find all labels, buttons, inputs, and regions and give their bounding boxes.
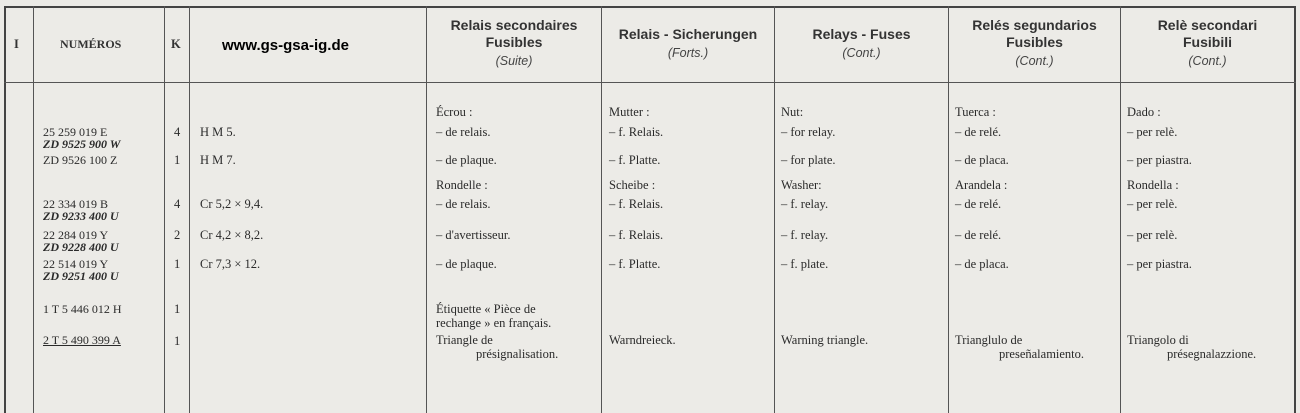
header-it [1121,17,1294,70]
row0-fr: Écrou : [436,105,473,119]
row1-de: – f. Relais. [609,125,664,139]
header-es-title2: Fusibles [1006,34,1063,50]
row3-fr: Rondelle : [436,178,488,192]
row4-de: – f. Relais. [609,197,664,211]
col-divider [164,6,165,413]
row3-es: Arandela : [955,178,1008,192]
row8-it2: présegnalazzione. [1167,347,1257,361]
row4-en: – f. relay. [781,197,829,211]
row2-en: – for plate. [781,153,836,167]
row8-num1: 2 T 5 490 399 A [43,333,121,347]
row2-desc: H M 7. [200,153,236,167]
row7-fr1: Étiquette « Pièce de [436,302,536,316]
col-divider [601,6,602,413]
row6-num1: 22 514 019 Y [43,257,109,271]
row5-k: 2 [174,228,181,242]
row5-de: – f. Relais. [609,228,664,242]
row4-fr: – de relais. [436,197,491,211]
row2-num1: ZD 9526 100 Z [43,153,118,167]
header-de-title: Relais - Sicherungen [618,26,758,42]
col-divider [33,6,34,413]
row3-en: Washer: [781,178,822,192]
header-en [775,26,948,62]
row0-es: Tuerca : [955,105,996,119]
row8-en: Warning triangle. [781,333,869,347]
header-de-sub: (Forts.) [667,46,709,60]
row8-fr2: présignalisation. [476,347,559,361]
row0-en: Nut: [781,105,804,119]
row5-desc: Cr 4,2 × 8,2. [200,228,264,242]
row8-it1: Triangolo di [1127,333,1189,347]
row1-num1: 25 259 019 E [43,125,108,139]
row7-k: 1 [174,302,181,316]
header-en-title: Relays - Fuses [812,26,911,42]
row5-en: – f. relay. [781,228,829,242]
header-fr-title1: Relais secondaires [450,17,578,33]
row3-de: Scheibe : [609,178,656,192]
row0-it: Dado : [1127,105,1161,119]
row1-fr: – de relais. [436,125,491,139]
row3-it: Rondella : [1127,178,1179,192]
header-es-sub: (Cont.) [1015,54,1054,68]
row8-k: 1 [174,334,181,348]
row6-en: – f. plate. [781,257,829,271]
row1-desc: H M 5. [200,125,236,139]
header-it-sub: (Cont.) [1188,54,1227,68]
header-col-i: I [14,37,19,51]
row2-k: 1 [174,153,181,167]
row4-desc: Cr 5,2 × 9,4. [200,197,264,211]
row2-es: – de placa. [955,153,1009,167]
row6-de: – f. Platte. [609,257,661,271]
row7-fr2: rechange » en français. [436,316,552,330]
row6-num2: ZD 9251 400 U [43,269,119,283]
row2-de: – f. Platte. [609,153,661,167]
header-de [602,26,774,62]
row4-k: 4 [174,197,181,211]
watermark-url: www.gs-gsa-ig.de [222,37,349,54]
row4-num2: ZD 9233 400 U [43,209,119,223]
row1-k: 4 [174,125,181,139]
row8-es1: Trianglulo de [955,333,1023,347]
frame-right-border [1294,6,1296,413]
row6-k: 1 [174,257,181,271]
row6-it: – per piastra. [1127,257,1192,271]
col-divider [189,6,190,413]
col-divider [774,6,775,413]
row8-es2: preseñalamiento. [999,347,1085,361]
row8-de: Warndreieck. [609,333,676,347]
header-fr [427,17,601,70]
row5-num2: ZD 9228 400 U [43,240,119,254]
row1-it: – per relè. [1127,125,1178,139]
row2-it: – per piastra. [1127,153,1192,167]
row2-fr: – de plaque. [436,153,497,167]
row0-de: Mutter : [609,105,650,119]
header-col-numeros: NUMÉROS [60,37,122,51]
row4-es: – de relé. [955,197,1002,211]
row6-es: – de placa. [955,257,1009,271]
header-fr-sub: (Suite) [495,54,533,68]
row5-fr: – d'avertisseur. [436,228,511,242]
header-es [949,17,1120,70]
header-it-title1: Relè secondari [1157,17,1258,33]
header-en-sub: (Cont.) [842,46,881,60]
row5-it: – per relè. [1127,228,1178,242]
header-es-title1: Relés segundarios [972,17,1097,33]
row1-en: – for relay. [781,125,836,139]
row1-num2: ZD 9525 900 W [43,137,121,151]
frame-left-border [4,6,6,413]
row7-num1: 1 T 5 446 012 H [43,302,122,316]
header-col-k: K [171,37,181,51]
row4-num1: 22 334 019 B [43,197,109,211]
frame-top-border [4,6,1296,8]
row5-es: – de relé. [955,228,1002,242]
row8-fr1: Triangle de [436,333,493,347]
row6-fr: – de plaque. [436,257,497,271]
header-divider [4,82,1296,83]
header-fr-title2: Fusibles [485,34,543,50]
row1-es: – de relé. [955,125,1002,139]
row6-desc: Cr 7,3 × 12. [200,257,261,271]
header-it-title2: Fusibili [1183,34,1232,50]
row4-it: – per relè. [1127,197,1178,211]
row5-num1: 22 284 019 Y [43,228,109,242]
